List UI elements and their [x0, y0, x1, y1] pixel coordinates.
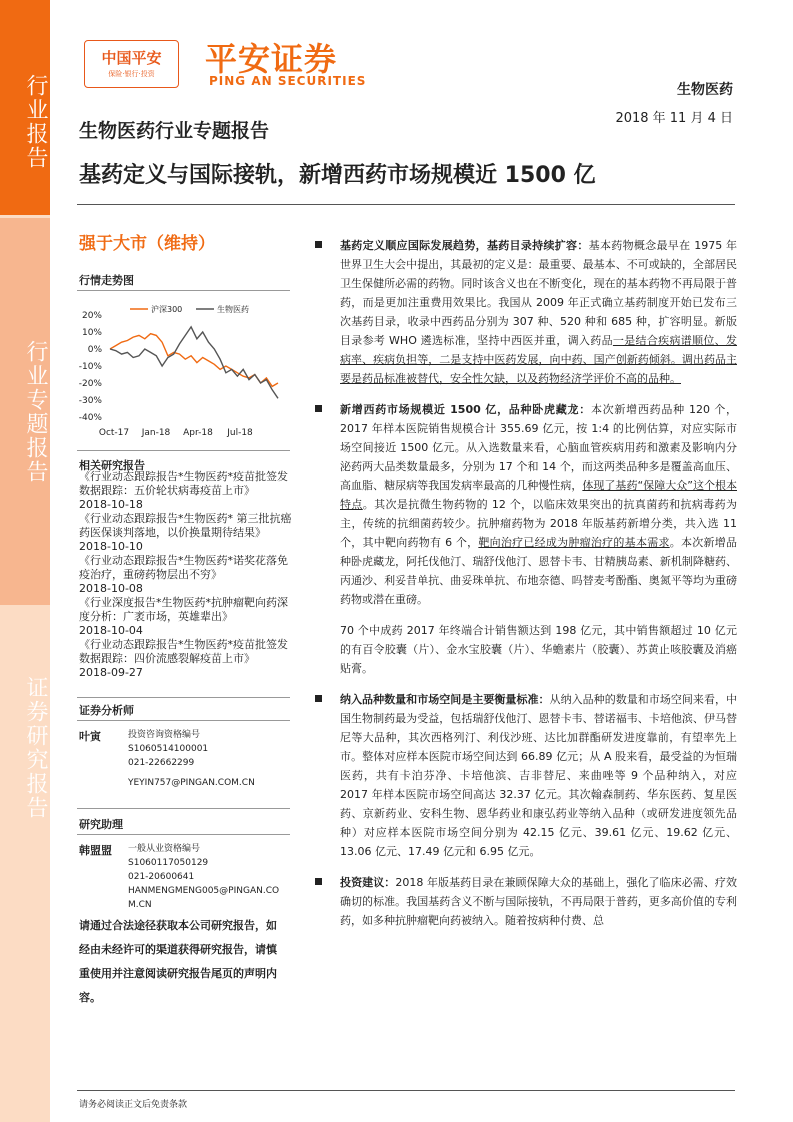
analyst-line: 021-22662299 [128, 758, 195, 768]
x-tick-label: Jul-18 [227, 428, 253, 438]
paragraph-text: 基本药物概念最早在 1975 年世界卫生大会中提出，其最初的定义是：最重要、最基本、不可或缺的，全部居民卫生保健所必需的药物。同时该含义也在不断变化，现在的基本药物不再局限于普药，而是更加注重费用效果比。我国从 2009 年正式确立基药制度开始已发布三次基药目录，收录中西药品分别为 307 种、520 种和 685 种，扩容明显。新版目录参考 WHO 遴选标准，坚持中西医并重，调入药品 [340, 239, 737, 347]
paragraph-underline: 体现了基药“保障大众”这个根本特点 [340, 479, 738, 511]
bullet-icon [315, 241, 322, 248]
divider [77, 834, 290, 835]
related-item-date: 2018-10-18 [79, 498, 143, 511]
paragraph-text: 70 个中成药 2017 年终端合计销售额达到 198 亿元，其中销售额超过 10 亿元的有百令胶囊（片）、金水宝胶囊（片）、华蟾素片（胶囊）、苏黄止咳胶囊及消癌贴膏。 [340, 624, 737, 675]
assistant-label: 研究助理 [79, 818, 123, 831]
report-body [312, 236, 737, 942]
sector-label: 生物医药 [677, 82, 733, 98]
related-item-date: 2018-10-04 [79, 624, 143, 637]
related-item[interactable]: 《行业动态跟踪报告*生物医药*疫苗批签发数据跟踪：四价流感裂解疫苗上市》 [79, 638, 288, 665]
assistant-line: 一般从业资格编号 [128, 844, 201, 854]
divider [77, 720, 290, 721]
sidebar-label-research: 证券研究报告 [23, 676, 48, 820]
x-tick-label: Jan-18 [141, 428, 171, 438]
x-tick-label: Apr-18 [183, 428, 213, 438]
sidebar-section-middle [0, 218, 50, 605]
trend-label: 行情走势图 [79, 274, 134, 287]
y-tick-label: -40% [78, 413, 102, 423]
series-line [110, 334, 278, 387]
assistant-email[interactable]: HANMENGMENG005@PINGAN.CO [128, 886, 280, 896]
divider [77, 697, 290, 698]
analyst-label: 证券分析师 [79, 704, 134, 717]
paragraph-new-drugs [312, 400, 737, 609]
bullet-icon [315, 695, 322, 702]
rating: 强于大市（维持） [79, 234, 215, 254]
analyst-email[interactable]: YEYIN757@PINGAN.COM.CN [128, 778, 255, 788]
title-divider [77, 204, 735, 205]
paragraph-text: 。本次新增品种卧虎藏龙，阿托伐他汀、瑞舒伐他汀、恩替卡韦、甘精胰岛素、新机制降糖药、丙通沙、利妥昔单抗、曲妥珠单抗、布地奈德、吗替麦考酚酯、奥氮平等均为重磅药物或潜在重磅。 [340, 536, 738, 606]
y-tick-label: 0% [87, 345, 102, 355]
related-label: 相关研究报告 [79, 459, 145, 472]
sidebar-label-report: 行业报告 [23, 74, 48, 170]
bullet-icon [315, 405, 322, 412]
related-item[interactable]: 《行业动态跟踪报告*生物医药*诺奖花落免疫治疗，重磅药物层出不穷》 [79, 554, 288, 581]
paragraph-essential-drugs [312, 236, 737, 388]
sidebar-section-top [0, 0, 50, 215]
legal-warning: 请通过合法途径获取本公司研究报告，如经由未经许可的渠道获得研究报告，请慎重使用并注意阅读研究报告尾页的声明内容。 [79, 919, 277, 1004]
divider [77, 290, 290, 291]
analyst-info [128, 728, 255, 790]
paragraph-lead: 新增西药市场规模近 1500 亿，品种卧虎藏龙： [340, 403, 591, 416]
assistant-info [128, 842, 279, 912]
paragraph-text: 从纳入品种的数量和市场空间来看，中国生物制药最为受益，包括瑞舒伐他汀、恩替卡韦、替诺福韦、卡培他滨、伊马替尼等大品种，其次西格列汀、利伐沙班、达比加群酯研发进度靠前，有望率先上市。整体对应样本医院市场空间达到 66.89 亿元；从 A 股来看，最受益的为恒瑞医药，共有卡泊芬净、卡培他滨、吉非替尼、来曲唑等 9 个品种纳入，对应 2017 年样本医院市场空间高达 32.37 亿元。其次翰森制药、华东医药、复星医药、京新药业、安科生物、恩华药业和康弘药业等纳入品种（或研发进度领先品种）对应样本医院市场空间分别为 42.15 亿元、39.61 亿元、19.62 亿元、13.06 亿元、17.49 亿元和 6.95 亿元。 [340, 693, 738, 858]
sidebar-label-topic: 行业专题报告 [23, 340, 48, 484]
y-tick-label: -10% [78, 362, 102, 372]
y-tick-label: 10% [81, 328, 102, 338]
divider [77, 808, 290, 809]
analyst-line: 投资咨询资格编号 [128, 730, 201, 740]
paragraph-lead: 纳入品种数量和市场空间是主要衡量标准： [340, 693, 550, 706]
x-tick-label: Oct-17 [98, 428, 130, 438]
report-date: 2018 年 11 月 4 日 [615, 111, 733, 126]
paragraph-lead: 投资建议： [340, 876, 396, 889]
related-item-date: 2018-09-27 [79, 666, 143, 679]
divider [77, 450, 290, 451]
sidebar [0, 0, 50, 1122]
trend-chart [70, 297, 292, 442]
assistant-name: 韩盟盟 [79, 844, 112, 857]
y-tick-label: -20% [78, 379, 102, 389]
brand-name-en: PING AN SECURITIES [209, 74, 367, 88]
series-line [110, 327, 278, 398]
logo-text: 中国平安 [101, 49, 162, 67]
analyst-line: S1060514100001 [128, 744, 209, 754]
legend-label: 生物医药 [217, 305, 249, 314]
assistant-email-cont: M.CN [128, 900, 152, 910]
paragraph-criteria [312, 690, 737, 861]
assistant-line: S1060117050129 [128, 858, 209, 868]
paragraph-text: 本次新增西药品种 120 个，2017 年样本医院销售规模合计 355.69 亿元，按 1:4 的比例估算，对应实际市场空间接近 1500 亿元。从入选数量来看，心脑血管疾病用药和激素及影响内分泌药两大品类数量最多，分别为 17 个和 14 个，而这两类品种多是覆盖高血压、高血脂、糖尿病等我国发病率最高的几种慢性病， [340, 403, 737, 492]
report-type: 生物医药行业专题报告 [79, 120, 270, 142]
sidebar-section-bottom [0, 608, 50, 1122]
logo-subtext: 保险·银行·投资 [108, 70, 155, 78]
footer-divider [77, 1090, 735, 1091]
y-tick-label: -30% [78, 396, 102, 406]
paragraph-investment [312, 873, 737, 930]
paragraph-underline: 一是结合疾病谱顺位、发病率、疾病负担等，二是支持中医药发展，向中药、国产创新药倾斜。调出药品主要是药品标准被替代，安全性欠缺，以及药物经济学评价不高的品种。 [340, 334, 737, 385]
paragraph-text: 2018 年版基药目录在兼顾保障大众的基础上，强化了临床必需、疗效确切的标准。我国基药含义不断与国际接轨，不再局限于普药，更多高价值的专利药，如多种抗肿瘤靶向药被纳入。随着按病种付费、总 [340, 876, 738, 927]
brand-name: 平安证券 [205, 40, 338, 78]
related-item-date: 2018-10-08 [79, 582, 143, 595]
related-reports [79, 470, 294, 680]
ping-an-logo [84, 40, 179, 88]
paragraph-underline: 靶向治疗已经成为肿瘤治疗的基本需求 [478, 536, 670, 549]
paragraph-text: 。其次是抗微生物药物的 12 个，以临床效果突出的抗真菌药和抗病毒药为主，传统的抗细菌药较少。抗肿瘤药物为 2018 年版基药新增分类，共入选 11 个，其中靶向药物有 6 个， [340, 498, 737, 549]
analyst-name: 叶寅 [79, 730, 101, 743]
related-item[interactable]: 《行业深度报告*生物医药*抗肿瘤靶向药深度分析：广袤市场，英雄辈出》 [79, 596, 288, 623]
bullet-icon [315, 878, 322, 885]
y-tick-label: 20% [81, 311, 102, 321]
paragraph-tcm [312, 621, 737, 678]
related-item[interactable]: 《行业动态跟踪报告*生物医药*疫苗批签发数据跟踪：五价轮状病毒疫苗上市》 [79, 470, 288, 497]
paragraph-lead: 基药定义顺应国际发展趋势，基药目录持续扩容： [340, 239, 589, 252]
assistant-line: 021-20600641 [128, 872, 195, 882]
footer-disclaimer: 请务必阅读正文后免责条款 [79, 1100, 188, 1110]
page-title: 基药定义与国际接轨，新增西药市场规模近 1500 亿 [79, 163, 596, 188]
legend-label: 沪深300 [151, 305, 183, 314]
related-item[interactable]: 《行业动态跟踪报告*生物医药* 第三批抗癌药医保谈判落地，以价换量期待结果》 2018-10-10 [79, 512, 292, 553]
